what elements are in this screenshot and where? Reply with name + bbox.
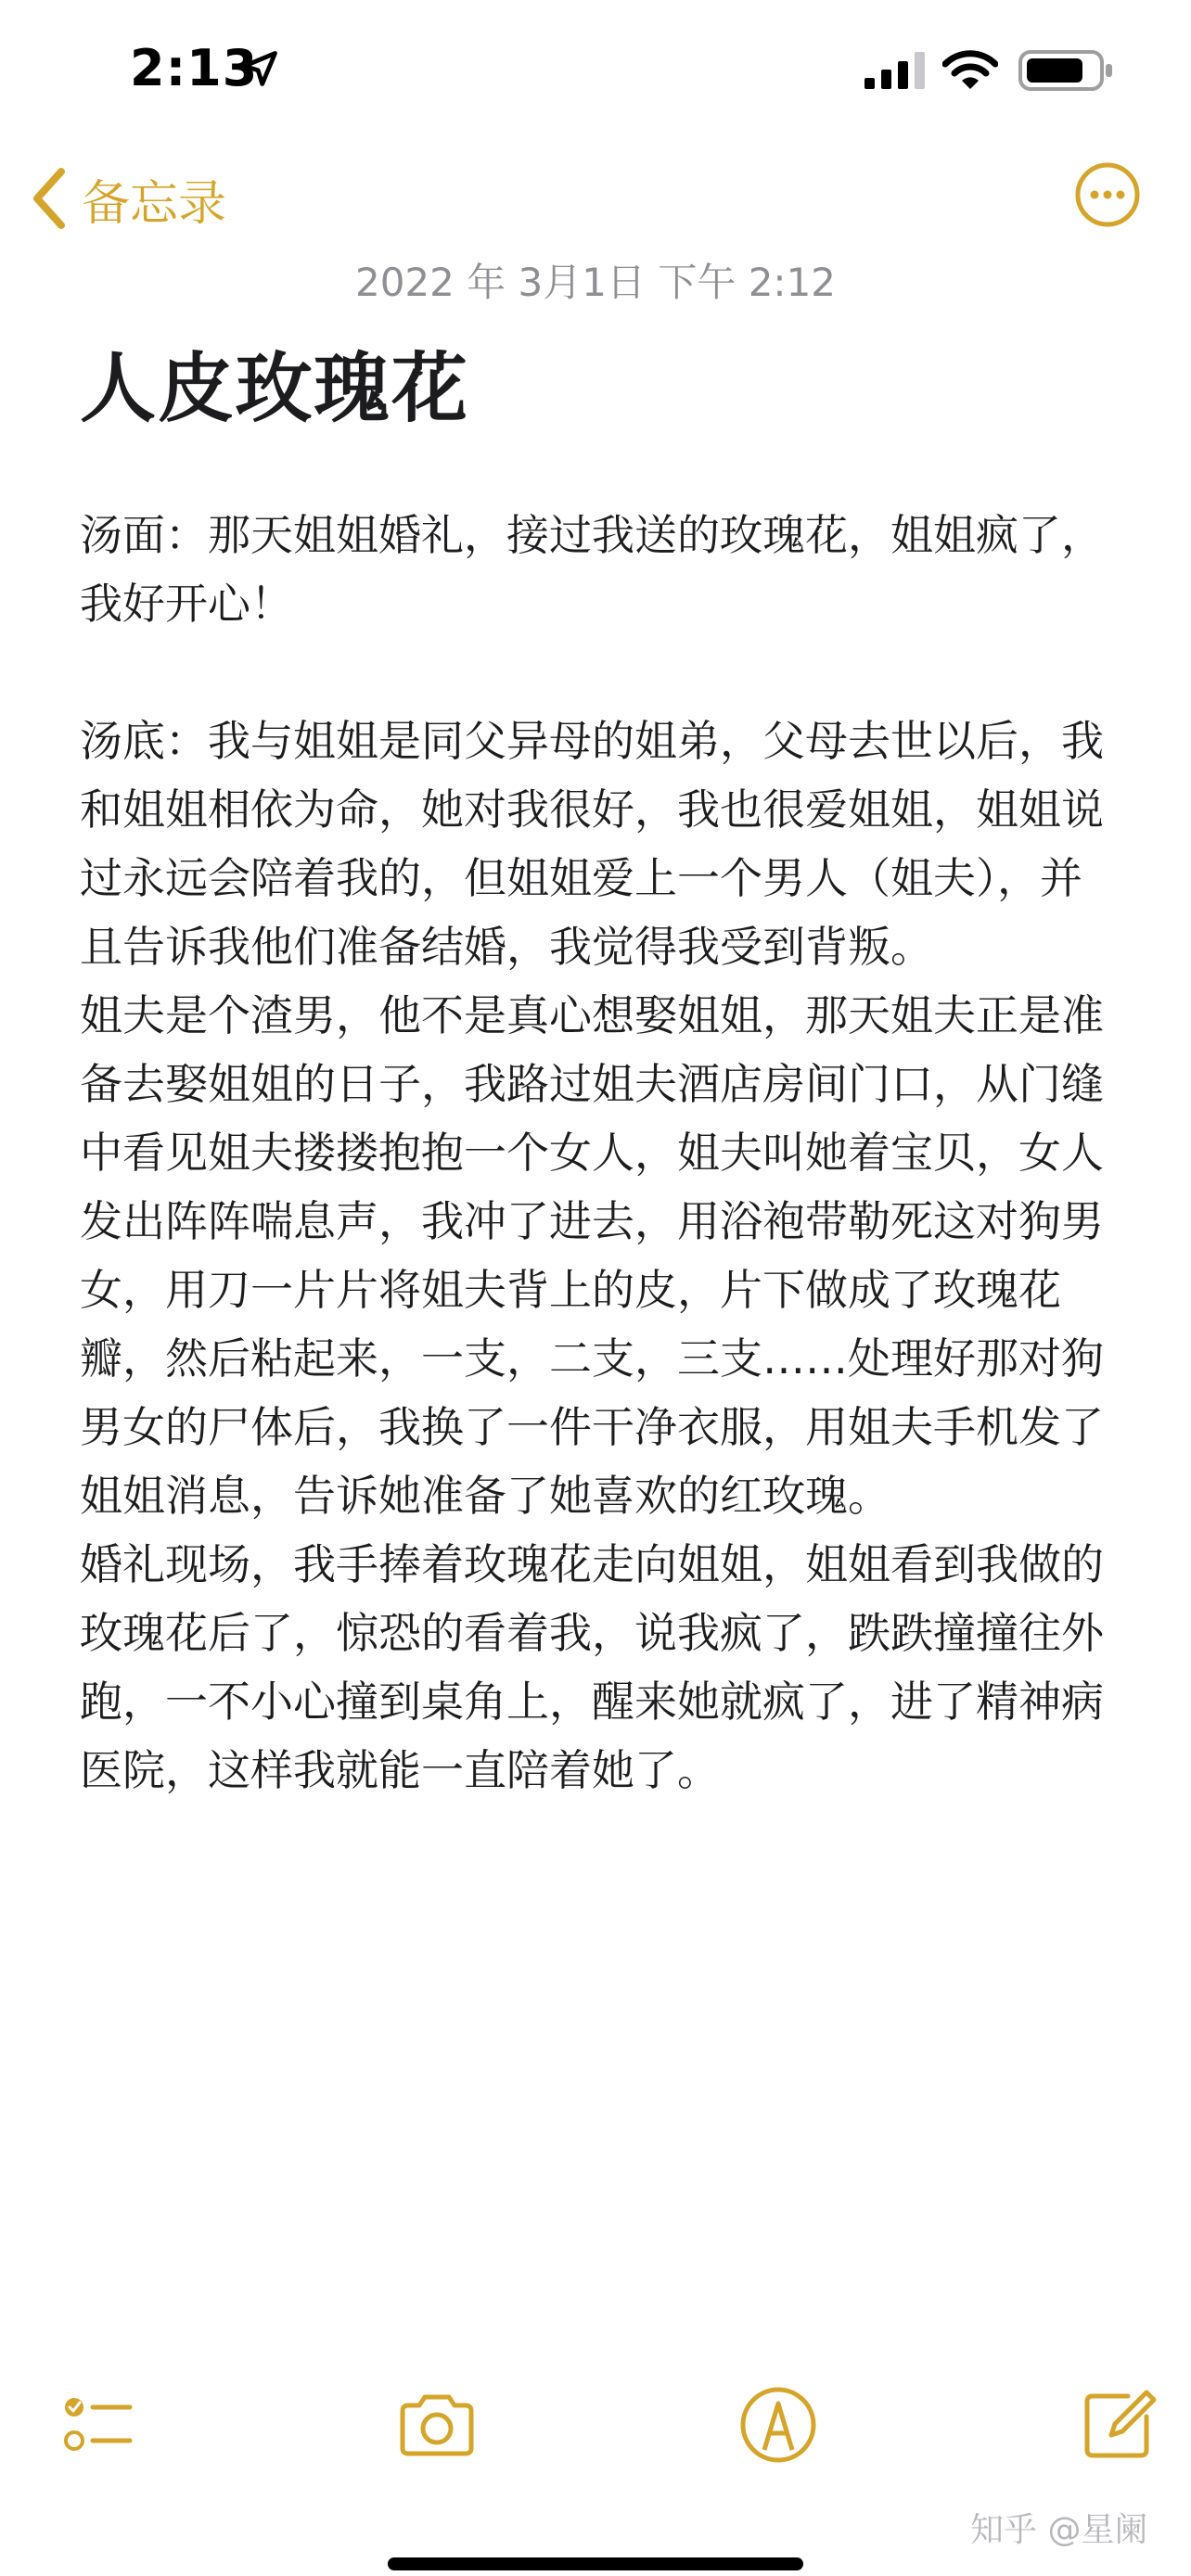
battery-icon bbox=[1018, 48, 1115, 93]
cellular-signal-icon bbox=[864, 52, 926, 89]
note-date: 2022 年 3月1日 下午 2:12 bbox=[354, 260, 837, 305]
location-arrow-icon bbox=[239, 48, 280, 89]
home-indicator[interactable] bbox=[388, 2557, 803, 2570]
back-label: 备忘录 bbox=[82, 175, 227, 232]
status-bar bbox=[0, 0, 1191, 139]
checklist-icon[interactable] bbox=[56, 2383, 139, 2467]
wifi-icon bbox=[942, 50, 998, 91]
markup-pen-icon[interactable] bbox=[736, 2383, 820, 2467]
camera-icon[interactable] bbox=[395, 2383, 479, 2467]
chevron-left-icon bbox=[28, 166, 69, 231]
note-paragraph: 姐夫是个渣男，他不是真心想娶姐姐，那天姐夫正是准备去娶姐姐的日子，我路过姐夫酒店房间门口，从门缝中看见姐夫搂搂抱抱一个女人，姐夫叫她着宝贝，女人发出阵阵喘息声，我冲了进去，用浴袍带勒死这对狗男女，用刀一片片将姐夫背上的皮，片下做成了玫瑰花瓣，然后粘起来，一支，二支，三支……处理好那对狗男女的尸体后，我换了一件干净衣服，用姐夫手机发了姐姐消息，告诉她准备了她喜欢的红玫瑰。 bbox=[80, 990, 1104, 1521]
bottom-toolbar bbox=[0, 2374, 1191, 2476]
back-button[interactable] bbox=[28, 161, 226, 236]
note-paragraph: 婚礼现场，我手捧着玫瑰花走向姐姐，姐姐看到我做的玫瑰花后了，惊恐的看着我，说我疯了，跌跌撞撞往外跑，一不小心撞到桌角上，醒来她就疯了，进了精神病医院，这样我就能一直陪着她了。 bbox=[80, 1539, 1104, 1795]
watermark: 知乎 @星阑 bbox=[970, 2511, 1148, 2549]
note-body[interactable] bbox=[80, 501, 1119, 1804]
status-time: 2:13 bbox=[130, 39, 259, 97]
blank-line bbox=[80, 638, 1119, 707]
note-title[interactable]: 人皮玫瑰花 bbox=[80, 345, 470, 433]
note-paragraph: 汤底：我与姐姐是同父异母的姐弟，父母去世以后，我和姐姐相依为命，她对我很好，我也很爱姐姐，姐姐说过永远会陪着我的，但姐姐爱上一个男人（姐夫），并且告诉我他们准备结婚，我觉得我受到背叛。 bbox=[80, 716, 1104, 972]
note-paragraph: 汤面：那天姐姐婚礼，接过我送的玫瑰花，姐姐疯了，我好开心！ bbox=[80, 510, 1104, 629]
nav-bar bbox=[0, 139, 1191, 250]
ellipsis-circle-icon[interactable] bbox=[1074, 161, 1141, 228]
compose-icon[interactable] bbox=[1076, 2383, 1159, 2467]
